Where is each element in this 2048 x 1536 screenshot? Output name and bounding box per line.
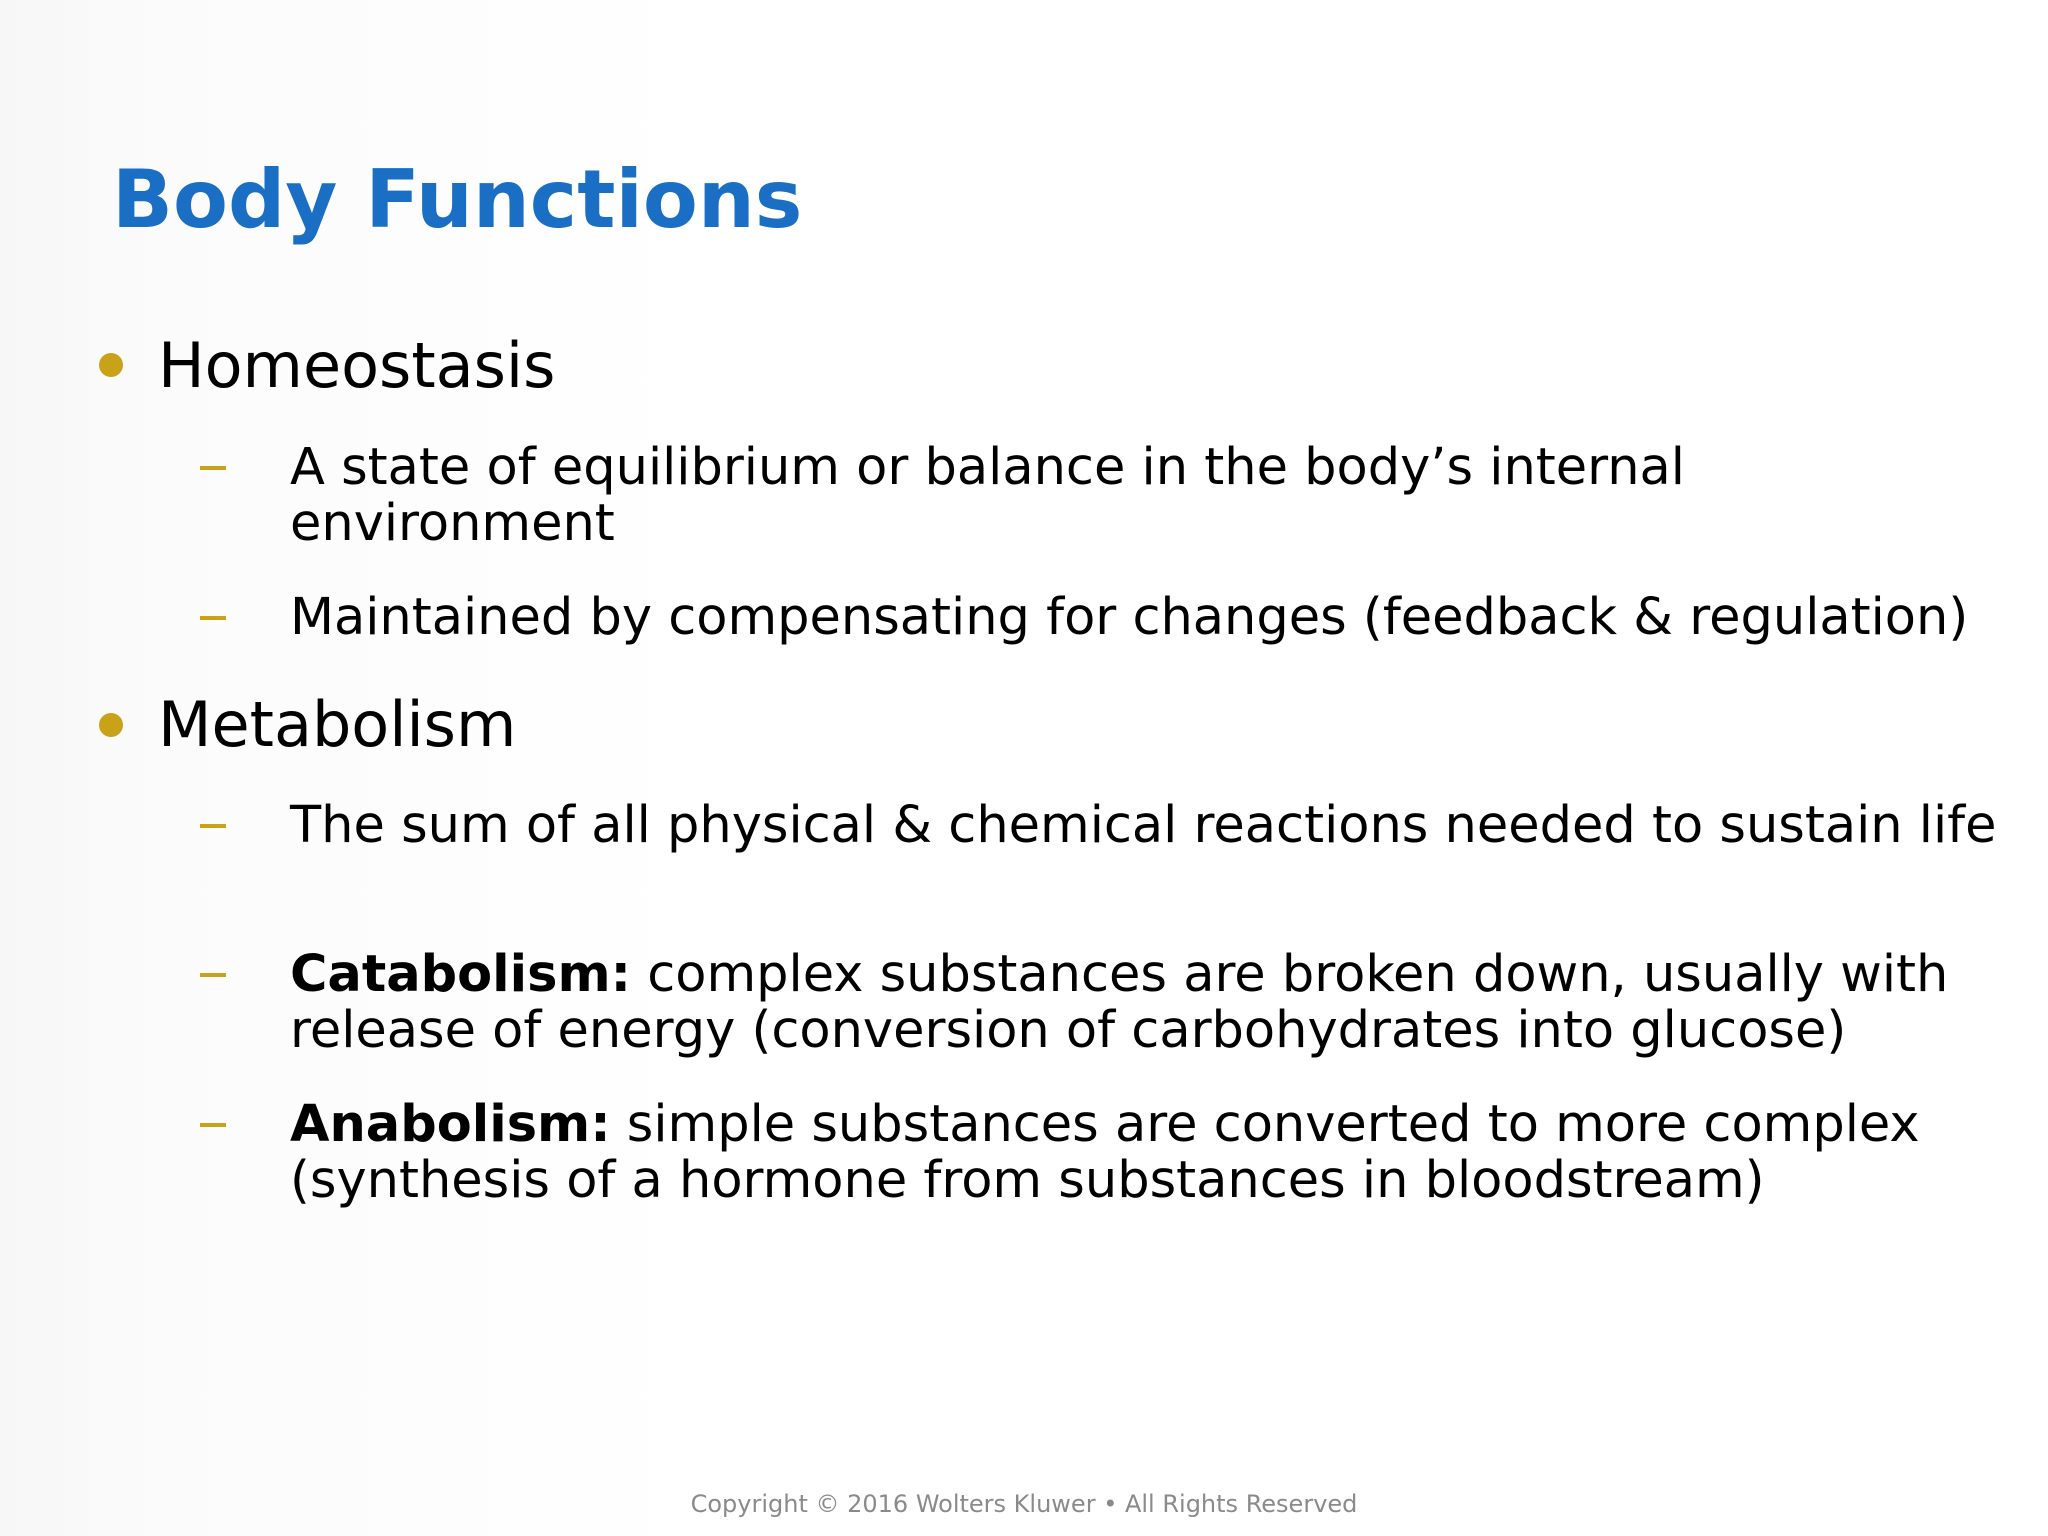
dash-icon	[200, 616, 226, 620]
sub-item-text	[290, 590, 2010, 646]
copyright-footer: Copyright © 2016 Wolters Kluwer • All Rights Reserved	[690, 1490, 1358, 1518]
sub-item-body: A state of equilibrium or balance in the body’s internal environment	[290, 438, 1685, 553]
sub-item-text	[290, 440, 2010, 552]
dash-icon	[200, 824, 226, 828]
sub-item-text	[290, 947, 2010, 1059]
sub-item-body: The sum of all physical & chemical reactions needed to sustain life	[290, 796, 1997, 855]
sub-item-text	[290, 798, 2010, 854]
sub-item-term: Catabolism:	[290, 945, 632, 1004]
dash-icon	[200, 466, 226, 470]
bullet-dot-icon	[99, 713, 123, 737]
sub-item-body: Maintained by compensating for changes (feedback & regulation)	[290, 588, 1969, 647]
bullet-label: Homeostasis	[158, 329, 556, 402]
bullet-dot-icon	[99, 353, 123, 377]
dash-icon	[200, 1123, 226, 1127]
sub-item-body: complex substances are broken down, usually with release of energy (conversion of carbohydrates into glucose)	[290, 945, 1949, 1060]
sub-item-term: Anabolism:	[290, 1095, 611, 1154]
bullet-label: Metabolism	[158, 688, 517, 761]
dash-icon	[200, 973, 226, 977]
slide-title: Body Functions	[112, 153, 803, 246]
sub-item-body: simple substances are converted to more complex (synthesis of a hormone from substances in bloodstream)	[290, 1095, 1920, 1210]
sub-item-text	[290, 1097, 2010, 1209]
